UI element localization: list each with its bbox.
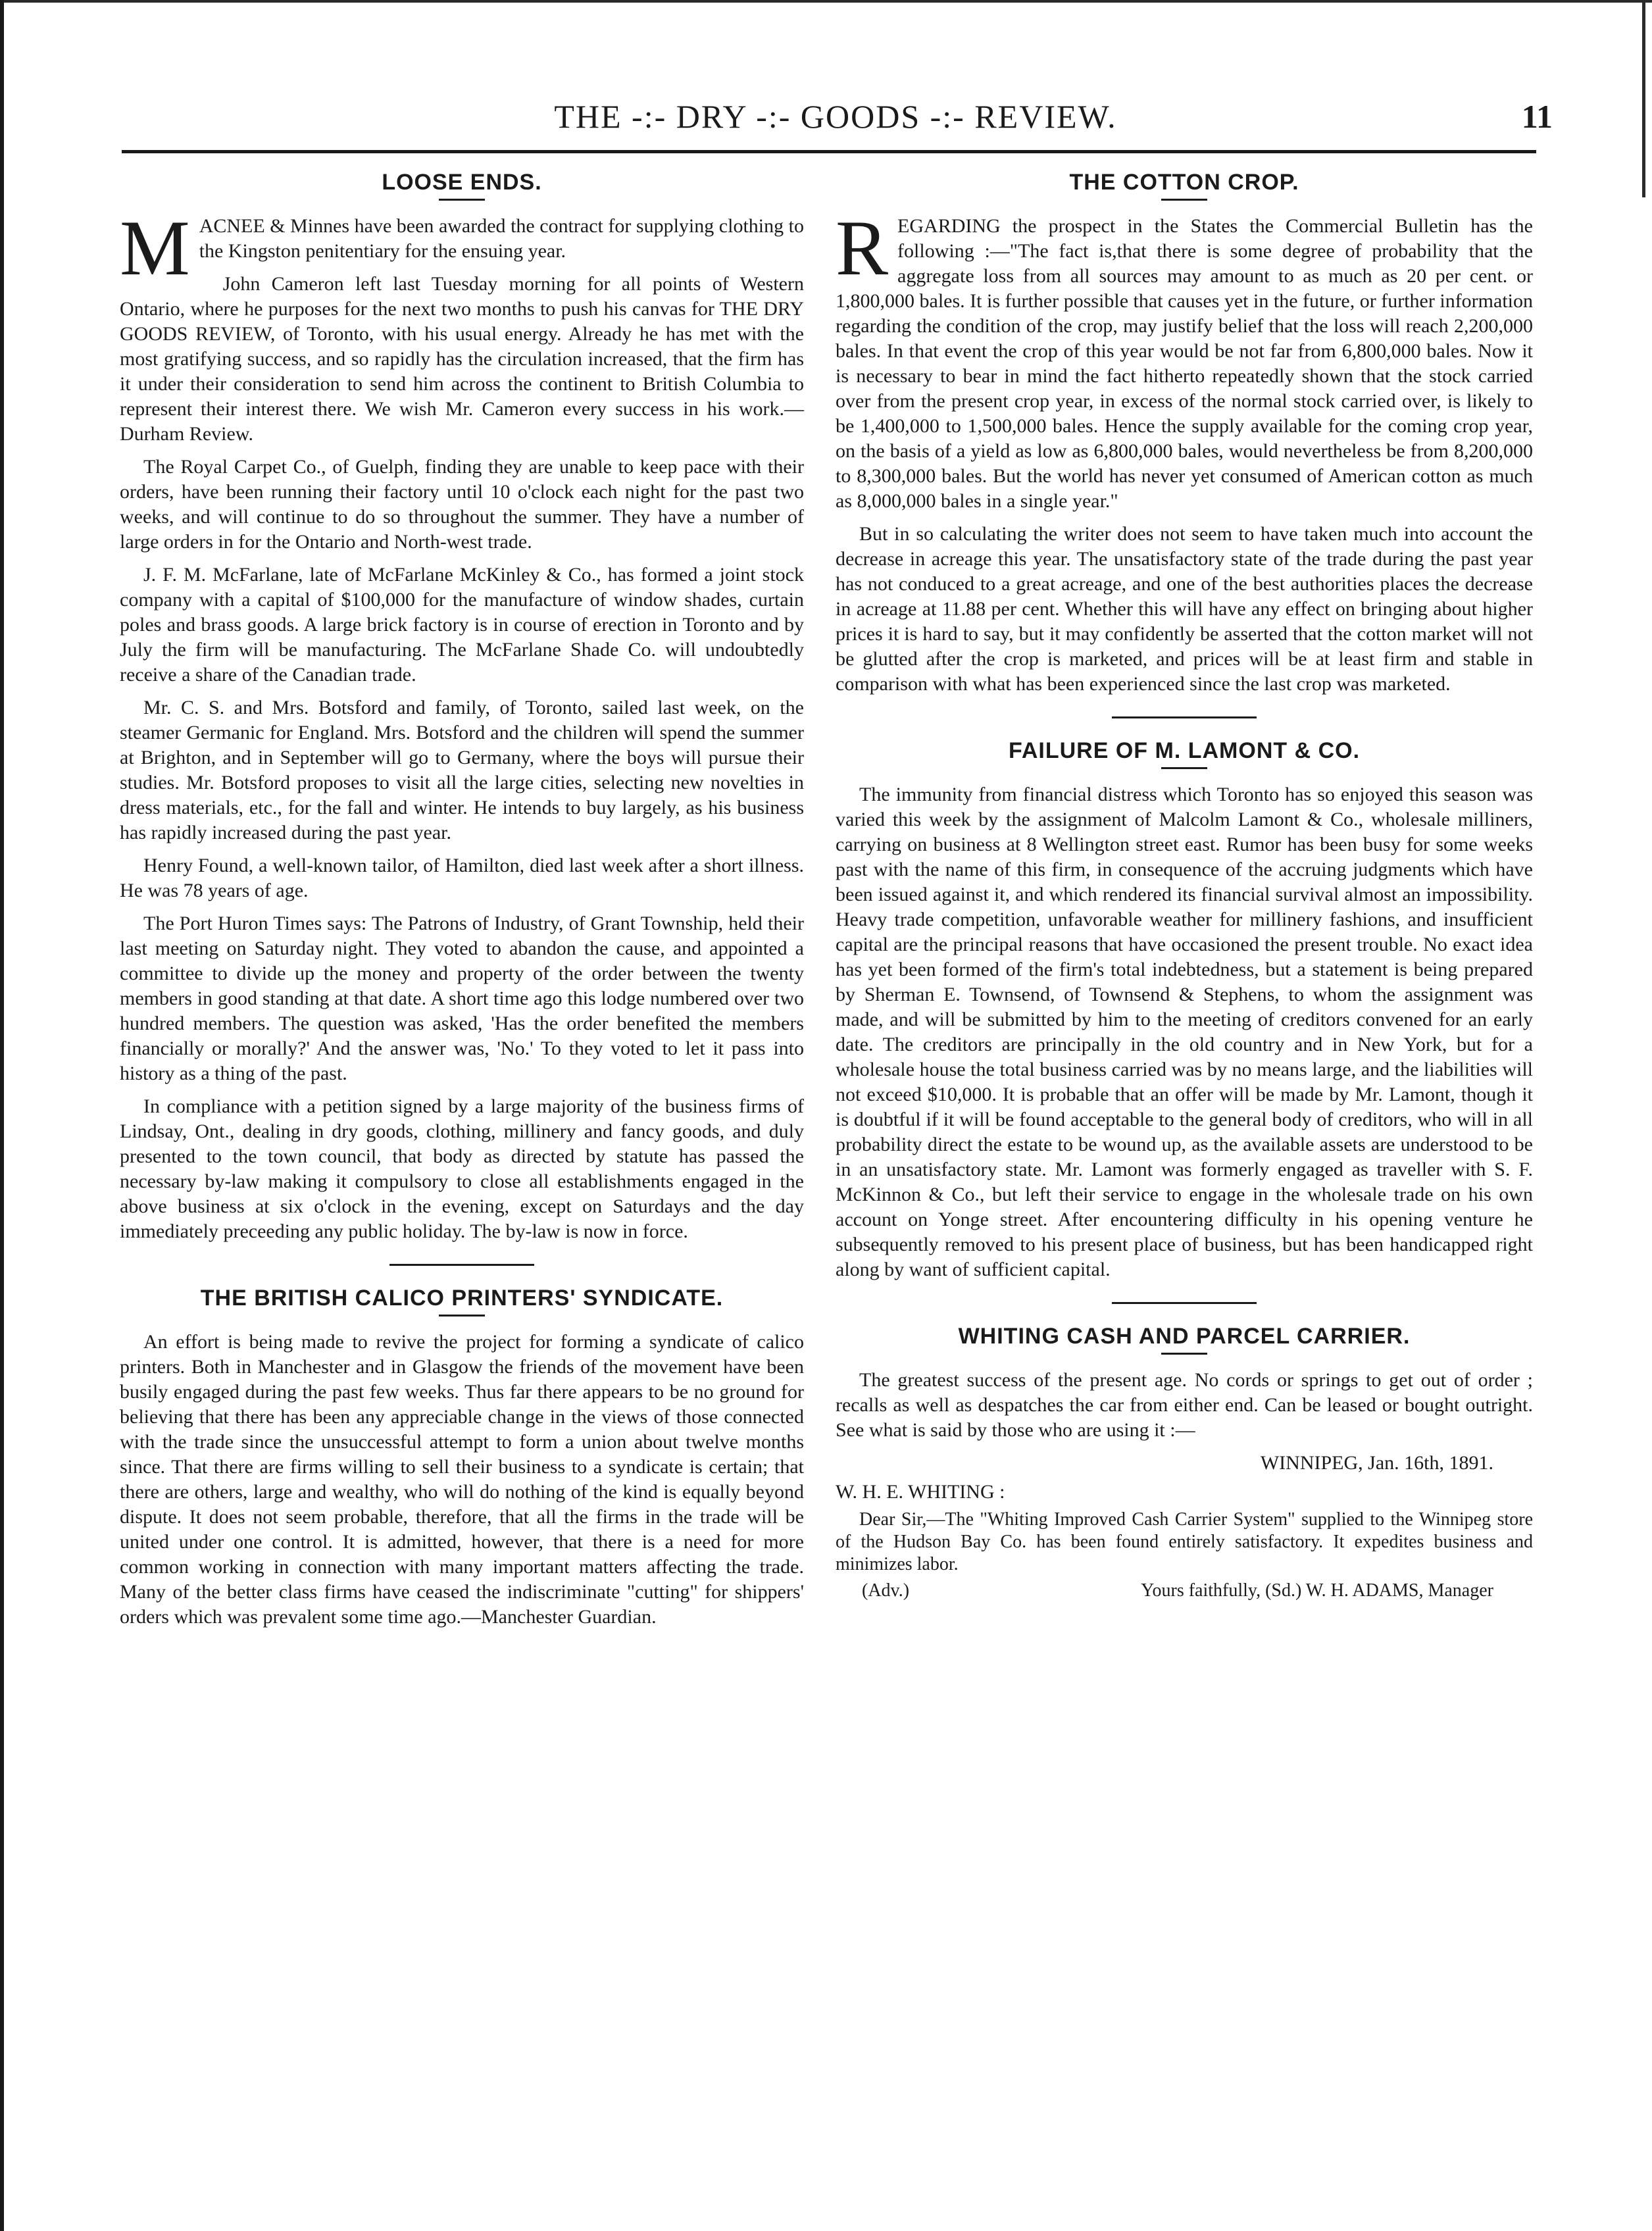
article-paragraph: The Royal Carpet Co., of Guelph, finding they are unable to keep pace with their orders, have been running their factory until 10 o'clock each night for the past two weeks, and will continue to do so throughout the summer. They have a number of large orders in for the Ontario and North-west trade. — [120, 456, 804, 553]
article-paragraph: An effort is being made to revive the project for forming a syndicate of calico printers. Both in Manchester and in Glasgow the friends of the movement have been busily engaged during the past few weeks. Thus far there appears to be no ground for believing that there has been any appreciable change in the views of those connected with the trade since the unsuccessful attempt to form a union about twelve months since. That there are firms willing to sell their business to a syndicate is certain; that there are others, large and wealthy, who will do nothing of the kind is equally beyond dispute. It does not seem probable, therefore, that all the firms in the trade will be united under one control. It is admitted, however, that there is a need for more common working in connection with many important matters affecting the trade. Many of the better class firms have ceased the indiscriminate "cutting" for shippers' orders which was prevalent some time ago.—Manchester Guardian. — [120, 1331, 804, 1628]
article-paragraph: Mr. C. S. and Mrs. Botsford and family, of Toronto, sailed last week, on the steamer Germanic for England. Mrs. Botsford and the children will spend the summer at Brighton, and in September will go to Germany, where the boys will pursue their studies. Mr. Botsford proposes to visit all the large cities, selecting new novelties in dress materials, etc., for the fall and winter. He intends to buy largely, as his business has rapidly increased during the past year. — [120, 697, 804, 843]
title-rule — [1161, 767, 1207, 769]
article-paragraph: J. F. M. McFarlane, late of McFarlane McKinley & Co., has formed a joint stock company with a capital of $100,000 for the manufacture of window shades, curtain poles and brass goods. A large brick factory is in course of erection in Toronto and by July the firm will be manufacturing. The McFarlane Shade Co. will undoubtedly receive a share of the Canadian trade. — [120, 564, 804, 686]
article-paragraph: In compliance with a petition signed by a large majority of the business firms of Lindsay, Ont., dealing in dry goods, clothing, millinery and fancy goods, and duly presented to the town council, that body as directed by statute has passed the necessary by-law making it compulsory to close all establishments engaged in the above business at six o'clock in the evening, except on Saturdays and the day immediately preceeding any public holiday. The by-law is now in force. — [120, 1095, 804, 1242]
article-paragraph — [120, 204, 804, 291]
letter-signoff: Yours faithfully, (Sd.) W. H. ADAMS, Manager — [1141, 1580, 1493, 1601]
letter-body: Dear Sir,—The "Whiting Improved Cash Carrier System" supplied to the Winnipeg store of the Hudson Bay Co. has been found entirely satisfactory. It expedites business and minimizes labor. — [836, 1509, 1533, 1574]
article-title: THE COTTON CROP. — [1069, 170, 1299, 195]
article-paragraph: But in so calculating the writer does not seem to have taken much into account the decrease in acreage this year. The unsatisfactory state of the trade during the past year has not conduced to a great acreage, and one of the best authorities places the decrease in acreage at 11.88 per cent. Whether this will have any effect on bringing about higher prices it is hard to say, but it may confidently be asserted that the cotton market will not be glutted after the crop is marketed, and prices will be at least firm and stable in comparison with what has been experienced since the last crop was marketed. — [836, 523, 1533, 695]
advertisement-whiting — [836, 1324, 1533, 1602]
adv-marker: (Adv.) — [862, 1580, 910, 1601]
article-calico-syndicate — [120, 1286, 804, 1630]
paragraph-text: ACNEE & Minnes have been awarded the contract for supplying clothing to the Kingston penitentiary for the ensuing year. — [199, 215, 804, 262]
letter-salutation: W. H. E. WHITING : — [836, 1481, 1005, 1503]
letter-dateline: WINNIPEG, Jan. 16th, 1891. — [1260, 1452, 1493, 1474]
title-rule — [1161, 199, 1207, 201]
title-rule — [439, 199, 485, 201]
page-frame-left — [0, 0, 4, 2231]
paragraph-text: EGARDING the prospect in the States the Commercial Bulletin has the following :—"The fact is,that there is some degree of probability that the aggregate loss from all sources may amount to as much as 20 per cent. or 1,800,000 bales. It is further possible that causes yet in the future, or further information regarding the condition of the crop, may justify belief that the loss will reach 2,200,000 bales. In that event the crop of this year would be not far from 6,800,000 bales. Now it is necessary to bear in mind the fact hitherto repeatedly shown that the stock carried over from the present crop year, in excess of the normal stock carried over, is likely to be 1,400,000 to 1,500,000 bales. Hence the supply available for the coming crop year, on the basis of a yield as low as 6,800,000 bales, would nevertheless be from 8,200,000 to 8,300,000 bales. But the world has never yet consumed of American cotton as much as 8,000,000 bales in a single year." — [836, 215, 1533, 512]
article-title: WHITING CASH AND PARCEL CARRIER. — [958, 1324, 1411, 1349]
article-title: LOOSE ENDS. — [382, 170, 542, 195]
testimonial-letter — [836, 1509, 1533, 1602]
page-frame-top — [0, 0, 1652, 3]
article-cotton-crop — [836, 170, 1533, 697]
section-divider — [1112, 716, 1257, 718]
header-rule — [122, 150, 1536, 153]
drop-cap: M — [120, 204, 190, 291]
article-paragraph: The immunity from financial distress which Toronto has so enjoyed this season was varied this week by the assignment of Malcolm Lamont & Co., wholesale milliners, carrying on business at 8 Wellington street east. Rumor has been busy for some weeks past with the name of this firm, in consequence of the accruing judgments which have been issued against it, and which rendered its financial survival almost an impossibility. Heavy trade competition, unfavorable weather for millinery fashions, and insufficient capital are the principal reasons that have occasioned the present trouble. No exact idea has yet been formed of the firm's total indebtedness, but a statement is being prepared by Sherman E. Townsend, of Townsend & Stephens, to whom the assignment was made, and will be submitted by him to the meeting of creditors convened for an early date. The creditors are principally in the old country and in New York, but for a wholesale house the total business carried was by no means large, and the liabilities will not exceed $10,000. It is probable that an offer will be made by Mr. Lamont, though it is doubtful if it will be found acceptable to the general body of creditors, who will in all probability direct the estate to be wound up, as the available assets are understood to be in an unsatisfactory state. Mr. Lamont was formerly engaged as traveller with S. F. McKinnon & Co., but left their service to engage in the wholesale trade on his own account on Yonge street. After encountering difficulty in his opening venture he subsequently removed to his present place of business, but has been handicapped right along by want of sufficient capital. — [836, 784, 1533, 1280]
page-number: 11 — [1521, 98, 1553, 135]
left-column — [120, 164, 804, 1638]
page-frame-right — [1642, 0, 1645, 197]
article-paragraph: The Port Huron Times says: The Patrons of Industry, of Grant Township, held their last meeting on Saturday night. They voted to abandon the cause, and appointed a committee to divide up the money and property of the order between the twenty members in good standing at that date. A short time ago this lodge numbered over two hundred members. The question was asked, 'Has the order benefited the members financially or morally?' And the answer was, 'No.' To they voted to let it pass into history as a thing of the past. — [120, 913, 804, 1084]
right-column — [836, 164, 1533, 1602]
article-loose-ends — [120, 170, 804, 1244]
drop-cap: R — [836, 204, 889, 291]
letter-signoff-row — [836, 1580, 1533, 1602]
page-header — [118, 92, 1553, 145]
title-rule — [1161, 1353, 1207, 1355]
masthead-title: THE -:- DRY -:- GOODS -:- REVIEW. — [554, 98, 1117, 135]
article-title: FAILURE OF M. LAMONT & CO. — [1008, 738, 1361, 763]
article-lamont-failure — [836, 738, 1533, 1282]
article-paragraph: John Cameron left last Tuesday morning for all points of Western Ontario, where he purposes for the next two months to push his canvas for THE DRY GOODS REVIEW, of Toronto, with his usual energy. Already he has met with the most gratifying success, and so rapidly has the circulation increased, that the firm has it under their consideration to send him across the continent to British Columbia to represent their interest there. We wish Mr. Cameron every success in his work.—Durham Review. — [120, 273, 804, 445]
article-paragraph — [836, 204, 1533, 514]
section-divider — [1112, 1302, 1257, 1304]
article-title: THE BRITISH CALICO PRINTERS' SYNDICATE. — [200, 1286, 724, 1311]
article-paragraph: The greatest success of the present age. No cords or springs to get out of order ; recalls as well as despatches the car from either end. Can be leased or bought outright. See what is said by those who are using it :— — [836, 1369, 1533, 1441]
article-paragraph: Henry Found, a well-known tailor, of Hamilton, died last week after a short illness. He was 78 years of age. — [120, 855, 804, 901]
title-rule — [439, 1315, 485, 1316]
section-divider — [389, 1264, 534, 1266]
